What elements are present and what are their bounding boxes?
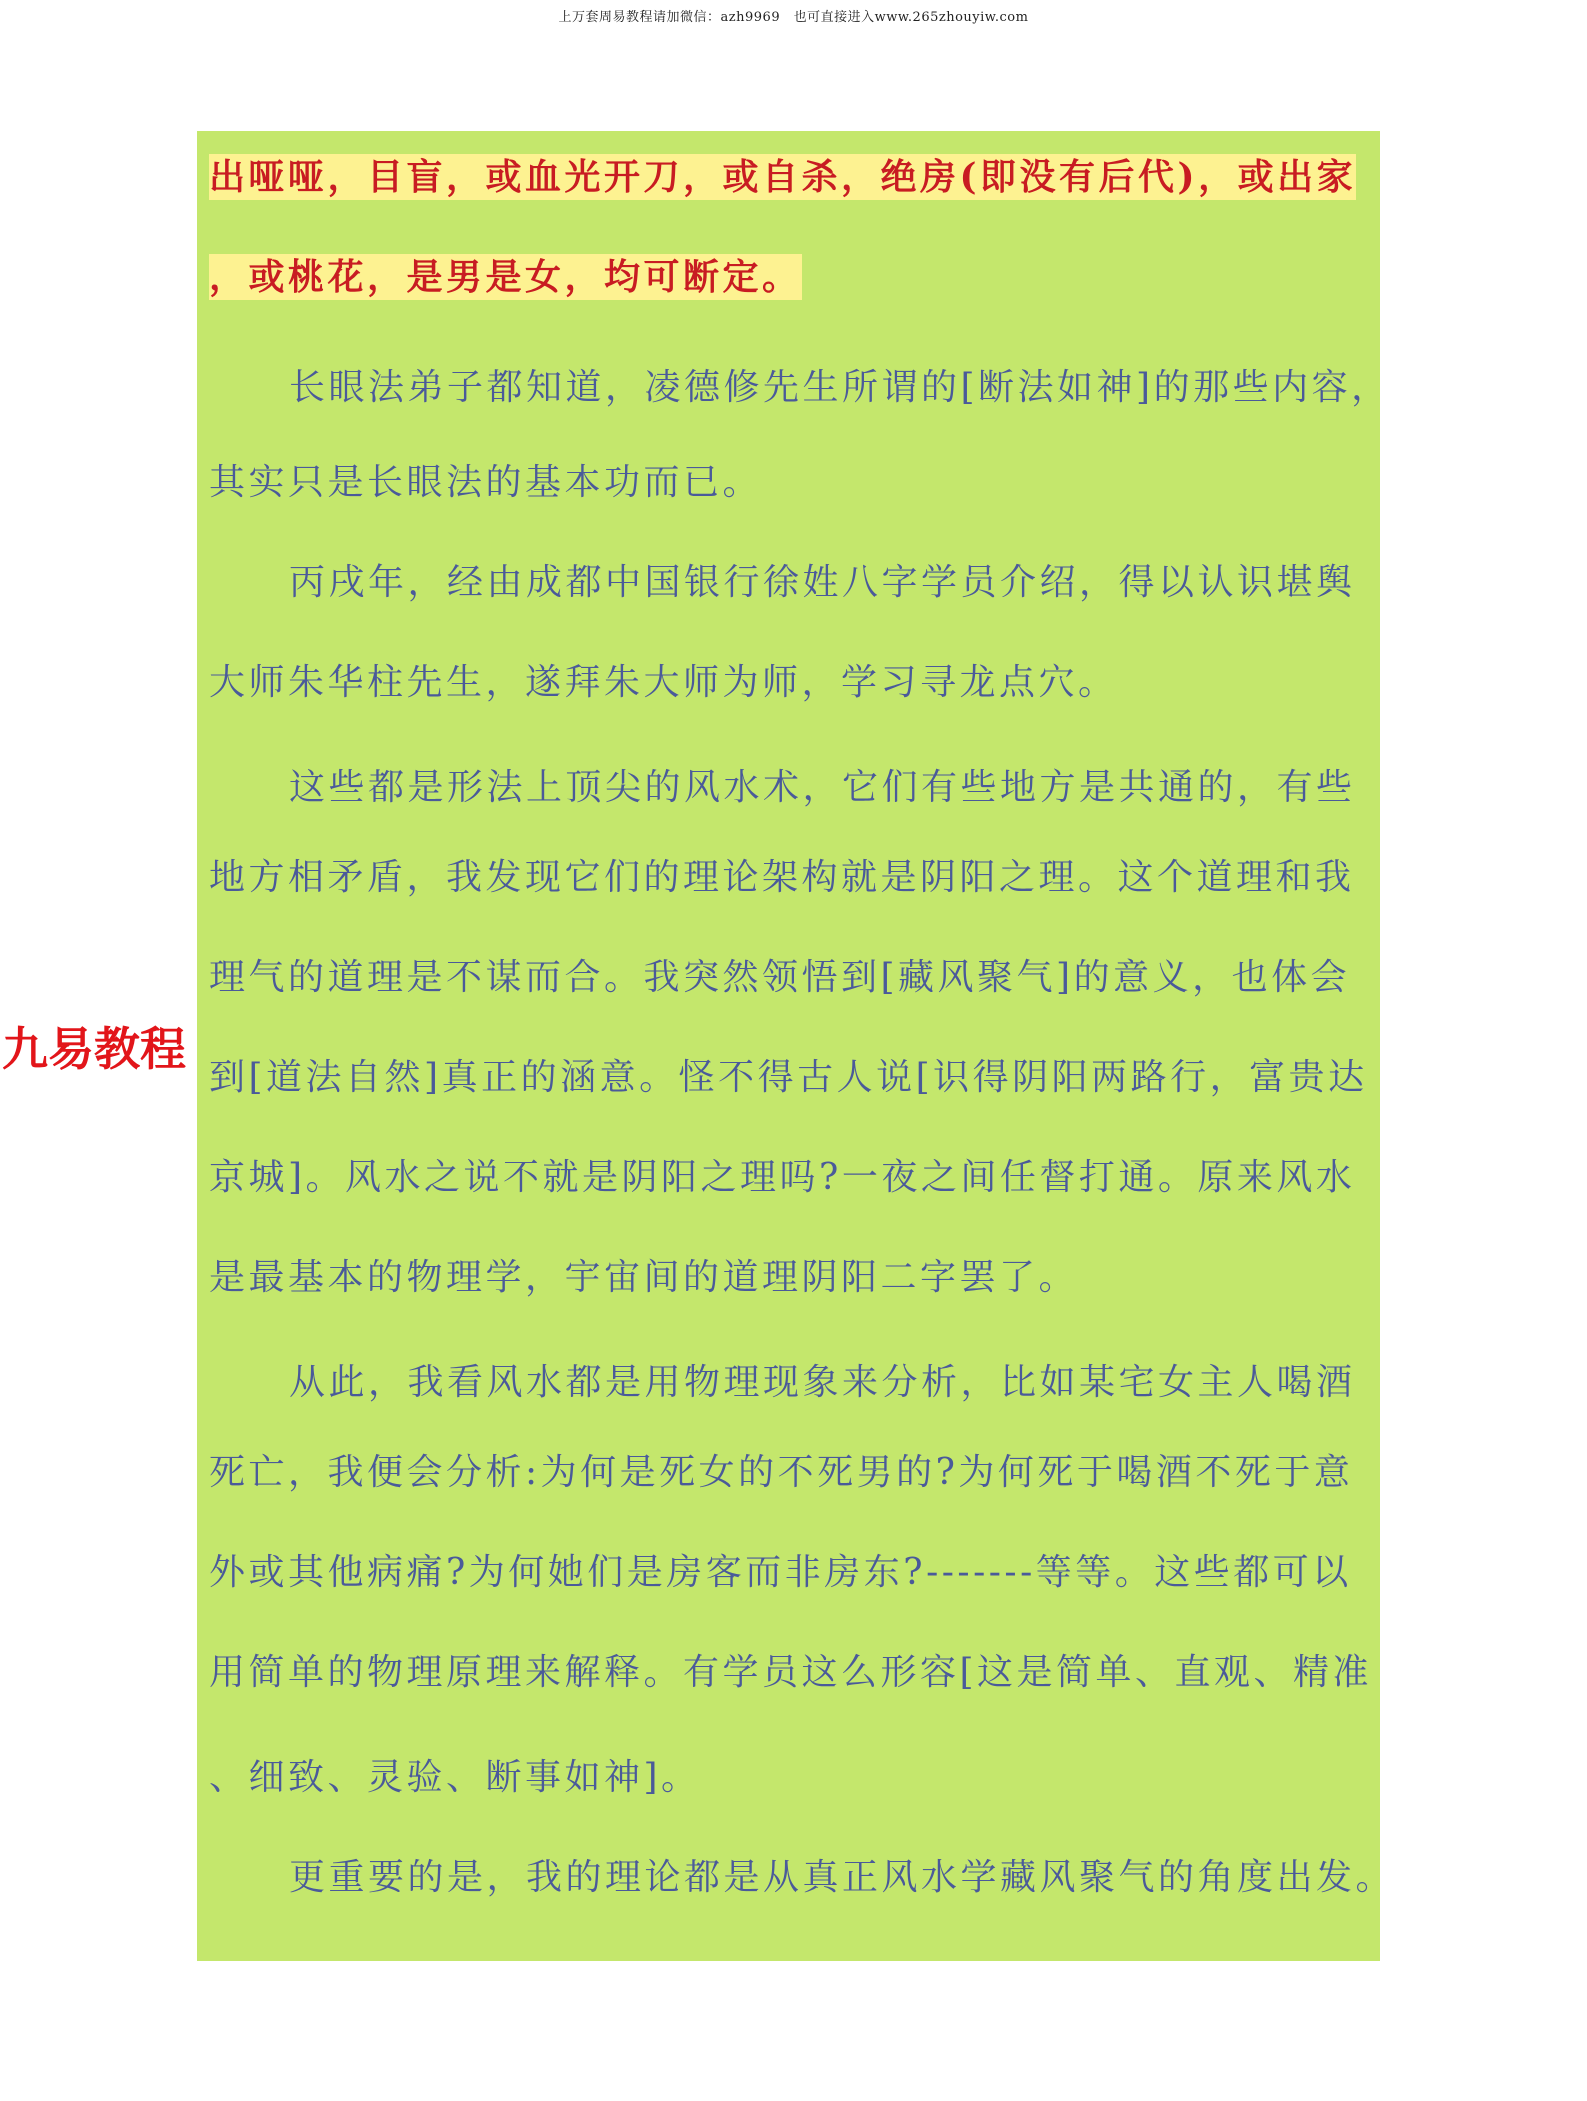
text-line-5: 丙戌年，经由成都中国银行徐姓八字学员介绍，得以认识堪舆 — [289, 562, 1356, 603]
text-line-7: 这些都是形法上顶尖的风水术，它们有些地方是共通的，有些 — [289, 767, 1356, 808]
text-line-12: 是最基本的物理学，宇宙间的道理阴阳二字罢了。 — [209, 1257, 1079, 1298]
text-line-10: 到[道法自然]真正的涵意。怪不得古人说[识得阴阳两路行，富贵达 — [209, 1057, 1368, 1098]
text-line-11: 京城]。风水之说不就是阴阳之理吗?一夜之间任督打通。原来风水 — [209, 1157, 1356, 1198]
text-line-2 — [209, 249, 802, 300]
text-line-17: 、细致、灵验、断事如神]。 — [209, 1757, 701, 1798]
text-line-4: 其实只是长眼法的基本功而已。 — [209, 462, 763, 503]
text-line-14: 死亡，我便会分析:为何是死女的不死男的?为何死于喝酒不死于意 — [209, 1452, 1354, 1493]
text-line-3: 长眼法弟子都知道，凌德修先生所谓的[断法如神]的那些内容， — [289, 367, 1391, 408]
text-line-1 — [209, 149, 1356, 200]
text-line-8: 地方相矛盾，我发现它们的理论架构就是阴阳之理。这个道理和我 — [209, 857, 1355, 898]
highlighted-text: 出哑哑，目盲，或血光开刀，或自杀，绝房(即没有后代)，或出家 — [209, 156, 1357, 198]
text-panel — [197, 131, 1396, 1961]
top-banner: 上万套周易教程请加微信：azh9969 也可直接进入www.265zhouyiw.com — [558, 10, 1029, 25]
text-line-9: 理气的道理是不谋而合。我突然领悟到[藏风聚气]的意义，也体会 — [209, 957, 1351, 998]
highlighted-text: ，或桃花，是男是女，均可断定。 — [209, 256, 802, 298]
text-line-13: 从此，我看风水都是用物理现象来分析，比如某宅女主人喝酒 — [289, 1362, 1356, 1403]
text-line-6: 大师朱华柱先生，遂拜朱大师为师，学习寻龙点穴。 — [209, 662, 1118, 703]
text-line-15: 外或其他病痛?为何她们是房客而非房东?-------等等。这些都可以 — [209, 1552, 1352, 1593]
watermark-logo: 九易教程 — [0, 1022, 194, 1079]
text-line-16: 用简单的物理原理来解释。有学员这么形容[这是简单、直观、精准 — [209, 1652, 1373, 1693]
text-line-18: 更重要的是，我的理论都是从真正风水学藏风聚气的角度出发。 — [289, 1857, 1396, 1898]
